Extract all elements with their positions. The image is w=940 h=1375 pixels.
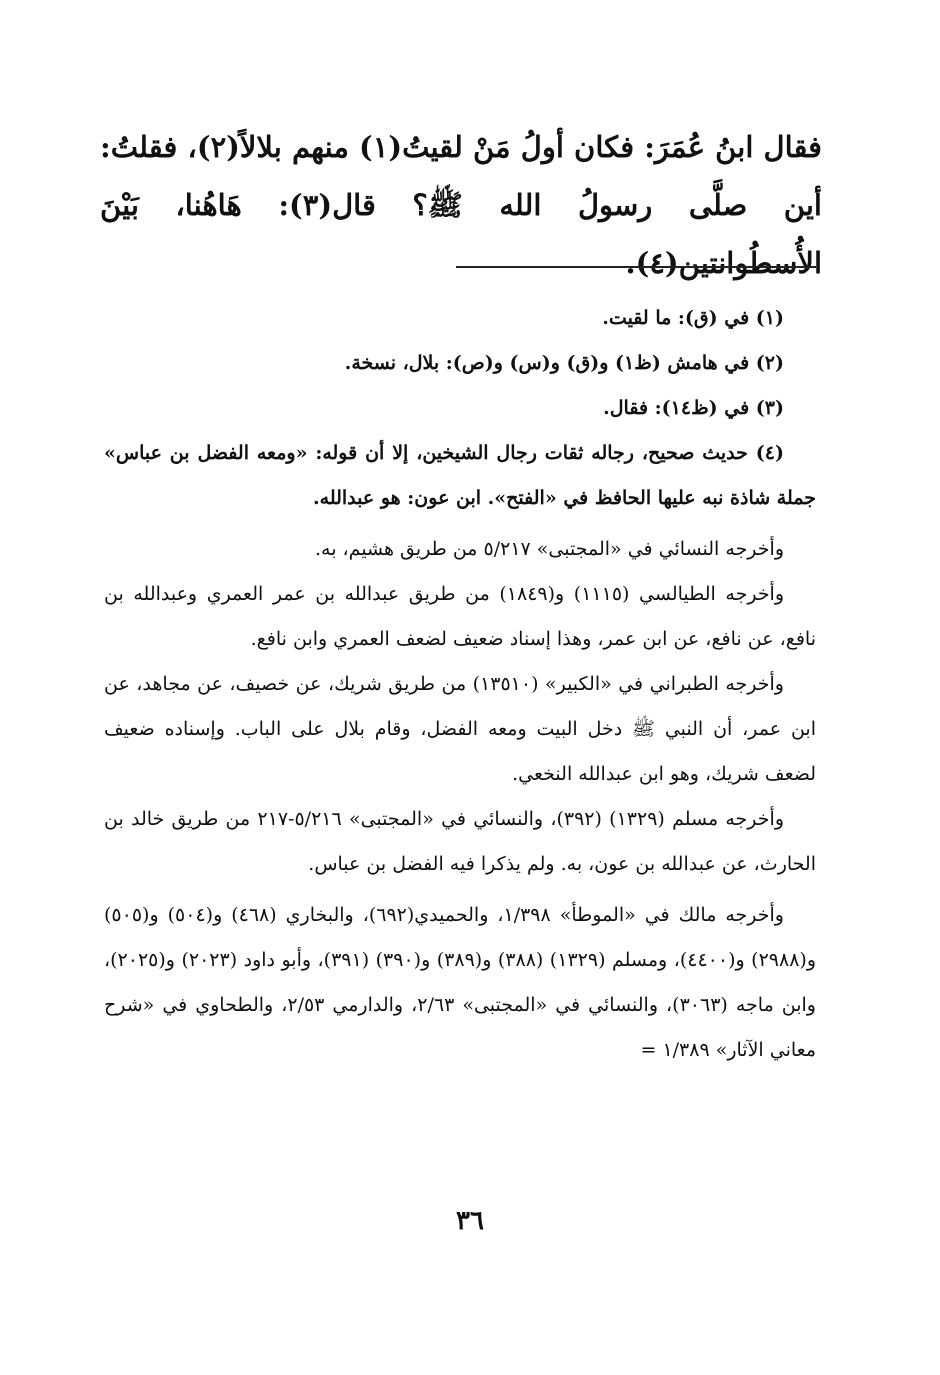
footnotes bbox=[104, 296, 816, 1073]
footnote-4-paragraph: وأخرجه النسائي في «المجتبى» ٥/٢١٧ من طريق هشيم، به. bbox=[314, 538, 784, 560]
footnote-4: (٤) حديث صحيح، رجاله ثقات رجال الشيخين، إلا أن قوله: «ومعه الفضل بن عباس» جملة شاذة نبه عليها الحافظ في «الفتح». ابن عون: هو عبدالله. bbox=[104, 442, 816, 509]
footnote-4-paragraph: وأخرجه الطيالسي (١١١٥) و(١٨٤٩) من طريق عبدالله بن عمر العمري وعبدالله بن نافع، عن نافع، عن ابن عمر، وهذا إسناد ضعيف لضعف العمري وابن نافع. bbox=[104, 583, 816, 650]
footnote-separator bbox=[456, 266, 816, 268]
footnote-4-paragraph: وأخرجه مالك في «الموطأ» ١/٣٩٨، والحميدي(٦٩٢)، والبخاري (٤٦٨) و(٥٠٤) و(٥٠٥) و(٢٩٨٨) و(٤٤٠٠)، ومسلم (١٣٢٩) (٣٨٨) و(٣٨٩) و(٣٩٠) (٣٩١)، وأبو داود (٢٠٢٣) و(٢٠٢٥)، وابن ماجه (٣٠٦٣)، والنسائي في «المجتبى» ٢/٦٣، والدارمي ٢/٥٣، والطحاوي في «شرح معاني الآثار» ١/٣٨٩ = bbox=[104, 904, 816, 1061]
main-text: فقال ابنُ عُمَرَ: فكان أولُ مَنْ لقيتُ(١) منهم بلالاً(٢)، فقلتُ: أين صلَّى رسولُ الله ﷺ؟ قال(٣): هَاهُنا، بَيْنَ الأُسطُوانتين(٤). bbox=[100, 130, 822, 280]
footnote-1: (١) في (ق): ما لقيت. bbox=[602, 307, 784, 329]
page-number: ٣٦ bbox=[456, 1206, 484, 1236]
footnote-4-paragraph: وأخرجه مسلم (١٣٢٩) (٣٩٢)، والنسائي في «المجتبى» ٥/٢١٦-٢١٧ من طريق خالد بن الحارث، عن عبدالله بن عون، به. ولم يذكرا فيه الفضل بن عباس. bbox=[104, 808, 816, 875]
footnote-4-paragraph: وأخرجه الطبراني في «الكبير» (١٣٥١٠) من طريق شريك، عن خصيف، عن مجاهد، عن ابن عمر، أن النبي ﷺ دخل البيت ومعه الفضل، وقام بلال على الباب. وإسناده ضعيف لضعف شريك، وهو ابن عبدالله النخعي. bbox=[104, 673, 816, 785]
footnote-3: (٣) في (ظ١٤): فقال. bbox=[603, 397, 784, 419]
footnote-2: (٢) في هامش (ظ١) و(ق) و(س) و(ص): بلال، نسخة. bbox=[344, 352, 784, 374]
